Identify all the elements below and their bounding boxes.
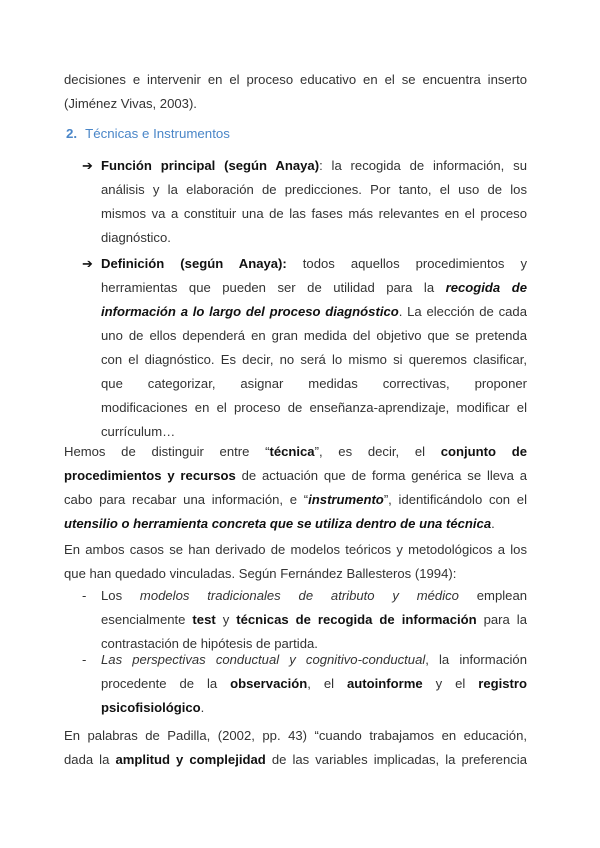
text-line: psicofisiológico. xyxy=(101,700,205,715)
text-line: En palabras de Padilla, (2002, pp. 43) “cuando trabajamos en educación, xyxy=(64,728,527,743)
text-line: dada la amplitud y complejidad de las variables implicadas, la preferencia xyxy=(64,752,527,767)
text-line: esencialmente test y técnicas de recogida de información para la xyxy=(101,612,527,627)
section-title: Técnicas e Instrumentos xyxy=(85,126,230,141)
bullet-definicion xyxy=(101,252,527,444)
text-line: Función principal (según Anaya): la recogida de información, su xyxy=(101,158,527,173)
dash-bullet: - xyxy=(82,652,87,667)
text-line: diagnóstico. xyxy=(101,230,171,245)
text-line: En ambos casos se han derivado de modelos teóricos y metodológicos a los xyxy=(64,542,527,557)
text-line: Definición (según Anaya): todos aquellos procedimientos y xyxy=(101,256,527,271)
padilla-paragraph xyxy=(64,724,527,772)
text-line: currículum… xyxy=(101,424,176,439)
list-item-perspectivas xyxy=(101,648,527,720)
text-line: decisiones e intervenir en el proceso educativo en el se encuentra inserto xyxy=(64,72,527,87)
text-line: Las perspectivas conductual y cognitivo-conductual, la información xyxy=(101,652,527,667)
text-line: contrastación de hipótesis de partida. xyxy=(101,636,318,651)
section-heading xyxy=(66,122,230,146)
bold-term: Definición (según Anaya): xyxy=(101,256,287,271)
text-line: procedente de la observación, el autoinforme y el registro xyxy=(101,676,527,691)
tecnica-instrumento-paragraph xyxy=(64,440,527,536)
text-line: cabo para recabar una información, e “instrumento”, identificándolo con el xyxy=(64,492,527,507)
text-line: utensilio o herramienta concreta que se utiliza dentro de una técnica. xyxy=(64,516,495,531)
text-line: procedimientos y recursos de actuación que de forma genérica se lleva a xyxy=(64,468,527,483)
text-line: que han quedado vinculadas. Según Fernández Ballesteros (1994): xyxy=(64,566,457,581)
arrow-bullet-icon: ➔ xyxy=(82,158,93,173)
text-line: mismos va a constituir una de las fases más relevantes en el proceso xyxy=(101,206,527,221)
text-line: análisis y la elaboración de predicciones. Por tanto, el uso de los xyxy=(101,182,527,197)
intro-paragraph xyxy=(64,68,527,116)
section-number: 2. xyxy=(66,126,78,141)
arrow-bullet-icon: ➔ xyxy=(82,256,93,271)
ambos-casos-paragraph xyxy=(64,538,527,586)
text-line: que categorizar, asignar medidas correctivas, proponer xyxy=(101,376,527,391)
text-line: Hemos de distinguir entre “técnica”, es decir, el conjunto de xyxy=(64,444,527,459)
dash-bullet: - xyxy=(82,588,87,603)
text-line: uno de ellos dependerá en gran medida del objetivo que se pretenda xyxy=(101,328,527,343)
list-item-modelos-tradicionales xyxy=(101,584,527,656)
text-line: modificaciones en el proceso de enseñanza-aprendizaje, modificar el xyxy=(101,400,527,415)
text-line: información a lo largo del proceso diagnóstico. La elección de cada xyxy=(101,304,527,319)
text-line: Los modelos tradicionales de atributo y médico emplean xyxy=(101,588,527,603)
text-line: herramientas que pueden ser de utilidad para la recogida de xyxy=(101,280,527,295)
text-line: con el diagnóstico. Es decir, no será lo mismo si queremos clasificar, xyxy=(101,352,527,367)
text-line: (Jiménez Vivas, 2003). xyxy=(64,96,197,111)
bold-term: Función principal (según Anaya) xyxy=(101,158,320,173)
bullet-funcion-principal xyxy=(101,154,527,250)
